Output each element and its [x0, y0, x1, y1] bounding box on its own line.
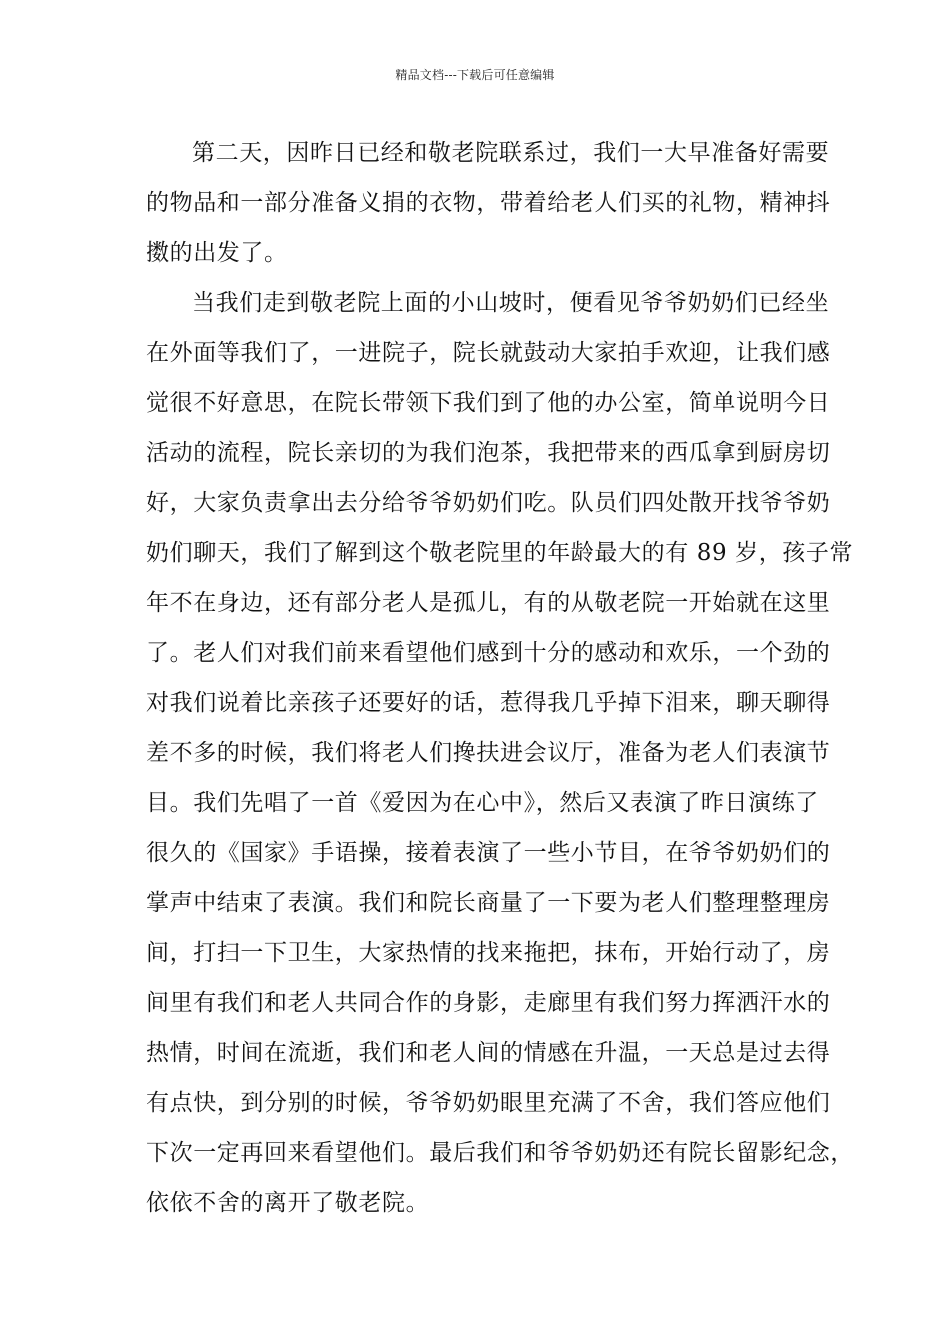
paragraph-1	[146, 128, 831, 278]
text-line: 在外面等我们了，一进院子，院长就鼓动大家拍手欢迎，让我们感	[146, 340, 831, 366]
text-line: 奶们聊天，我们了解到这个敬老院里的年龄最大的有 89 岁，孩子常	[146, 540, 854, 566]
text-line: 间里有我们和老人共同合作的身影，走廊里有我们努力挥洒汗水的	[146, 990, 831, 1016]
text-line: 间，打扫一下卫生，大家热情的找来拖把，抹布，开始行动了，房	[146, 940, 831, 966]
text-line: 目。我们先唱了一首《爱因为在心中》，然后又表演了昨日演练了	[146, 790, 819, 816]
text-line: 有点快，到分别的时候，爷爷奶奶眼里充满了不舍，我们答应他们	[146, 1090, 831, 1116]
paragraph-2	[146, 278, 854, 1228]
text-line: 觉很不好意思，在院长带领下我们到了他的办公室，简单说明今日	[146, 390, 831, 416]
text-line: 热情，时间在流逝，我们和老人间的情感在升温，一天总是过去得	[146, 1040, 831, 1066]
text-line: 下次一定再回来看望他们。最后我们和爷爷奶奶还有院长留影纪念，	[146, 1140, 854, 1166]
text-line: 了。老人们对我们前来看望他们感到十分的感动和欢乐，一个劲的	[146, 640, 831, 666]
text-line: 好，大家负责拿出去分给爷爷奶奶们吃。队员们四处散开找爷爷奶	[146, 490, 831, 516]
text-line: 依依不舍的离开了敬老院。	[146, 1190, 430, 1216]
text-line: 对我们说着比亲孩子还要好的话，惹得我几乎掉下泪来，聊天聊得	[146, 690, 831, 716]
text-line: 第二天，因昨日已经和敬老院联系过，我们一大早准备好需要	[192, 140, 830, 166]
text-line: 当我们走到敬老院上面的小山坡时，便看见爷爷奶奶们已经坐	[192, 290, 830, 316]
text-line: 差不多的时候，我们将老人们搀扶进会议厅，准备为老人们表演节	[146, 740, 831, 766]
text-line: 活动的流程，院长亲切的为我们泡茶，我把带来的西瓜拿到厨房切	[146, 440, 831, 466]
text-line: 擞的出发了。	[146, 240, 288, 266]
text-line: 掌声中结束了表演。我们和院长商量了一下要为老人们整理整理房	[146, 890, 831, 916]
document-body	[146, 128, 854, 1228]
text-line: 年不在身边，还有部分老人是孤儿，有的从敬老院一开始就在这里	[146, 590, 831, 616]
text-line: 很久的《国家》手语操，接着表演了一些小节目，在爷爷奶奶们的	[146, 840, 831, 866]
page-header: 精品文档---下载后可任意编辑	[395, 68, 555, 82]
text-line: 的物品和一部分准备义捐的衣物，带着给老人们买的礼物，精神抖	[146, 190, 831, 216]
